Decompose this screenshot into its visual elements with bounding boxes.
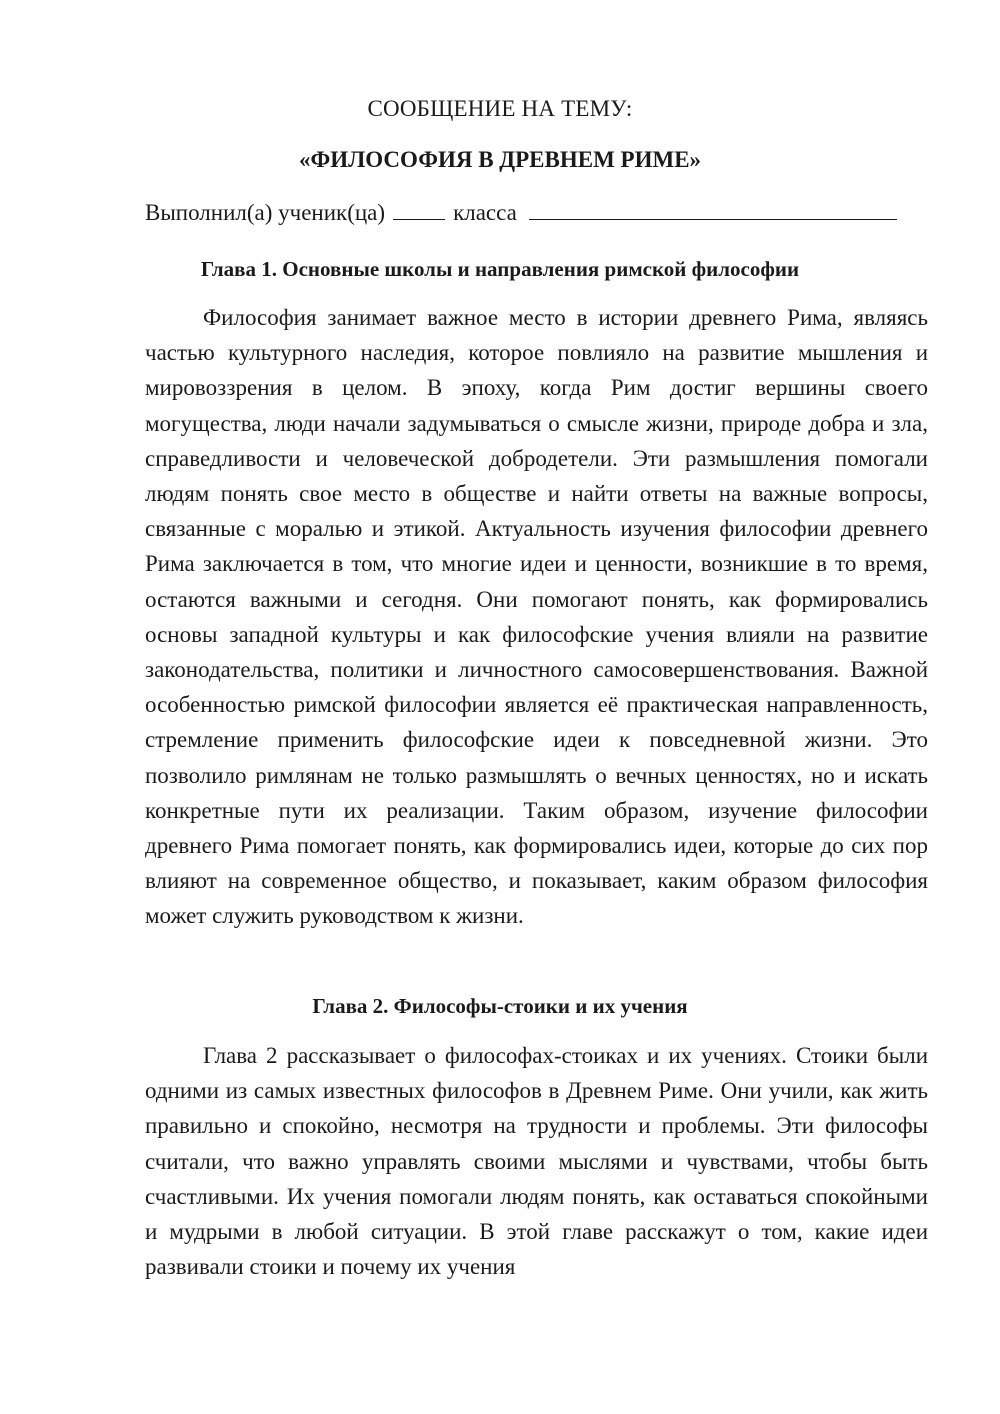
author-prefix: Выполнил(а) ученик(ца) xyxy=(145,200,386,225)
student-name-blank xyxy=(529,197,897,220)
chapter1-paragraph: Философия занимает важное место в истории древнего Рима, являясь частью культурного наследия, которое повлияло на развитие мышления и мировоззрения в целом. В эпоху, когда Рим достиг вершины своего могущества, люди начали задумываться о смысле жизни, природе добра и зла, справедливости и человеческой добродетели. Эти размышления помогали людям понять свое место в обществе и найти ответы на важные вопросы, связанные с моралью и этикой. Актуальность изучения философии древнего Рима заключается в том, что многие идеи и ценности, возникшие в то время, остаются важными и сегодня. Они помогают понять, как формировались основы западной культуры и как философские учения влияли на развитие законодательства, политики и личностного самосовершенствования. Важной особенностью римской философии является её практическая направленность, стремление применить философские идеи к повседневной жизни. Это позволило римлянам не только размышлять о вечных ценностях, но и искать конкретные пути их реализации. Таким образом, изучение философии древнего Рима помогает понять, как формировались идеи, которые до сих пор влияют на современное общество, и показывает, каким образом философия может служить руководством к жизни. xyxy=(145,305,928,929)
chapter2-heading: Глава 2. Философы-стоики и их учения xyxy=(312,994,688,1018)
chapter1-heading: Глава 1. Основные школы и направления римской философии xyxy=(200,257,800,281)
author-line xyxy=(145,197,925,228)
chapter2-paragraph: Глава 2 рассказывает о философах-стоиках и их учениях. Стоики были одними из самых известных философов в Древнем Риме. Они учили, как жить правильно и спокойно, несмотря на трудности и проблемы. Эти философы считали, что важно управлять своими мыслями и чувствами, чтобы быть счастливыми. Их учения помогали людям понять, как оставаться спокойными и мудрыми в любой ситуации. В этой главе расскажут о том, какие идеи развивали стоики и почему их учения xyxy=(145,1043,928,1280)
document-title-topic: «ФИЛОСОФИЯ В ДРЕВНЕМ РИМЕ» xyxy=(298,147,702,172)
class-number-blank xyxy=(393,197,445,220)
document-title-line1: СООБЩЕНИЕ НА ТЕМУ: xyxy=(367,96,633,121)
author-class-label: класса xyxy=(453,200,517,225)
